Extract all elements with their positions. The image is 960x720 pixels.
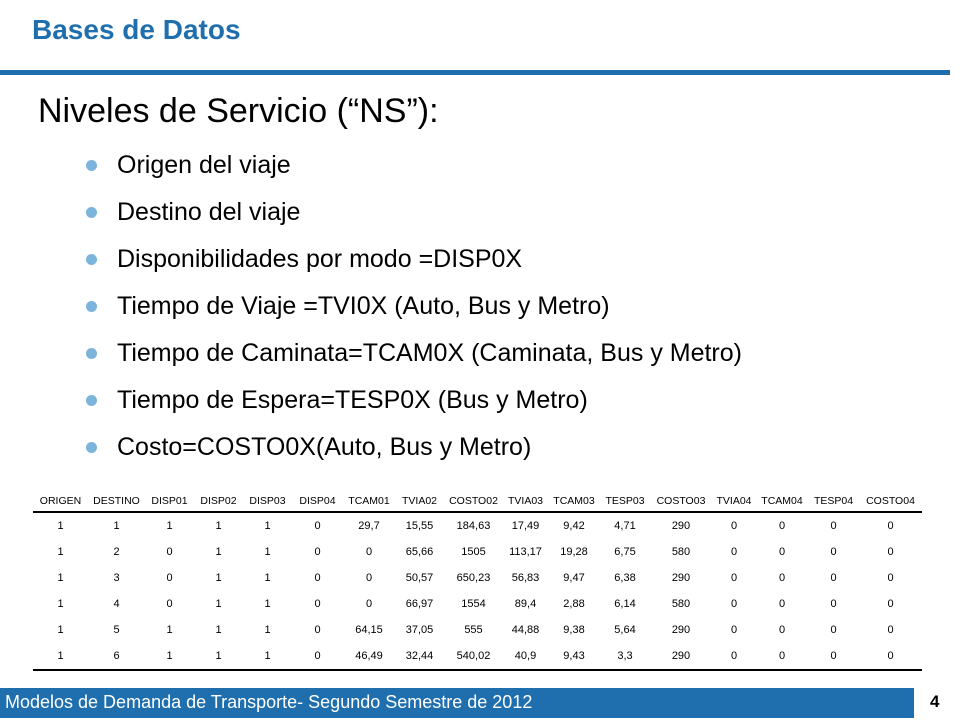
table-cell: 1	[264, 520, 271, 532]
table-cell: 290	[671, 520, 691, 532]
bullet-list	[86, 142, 742, 471]
table-cell: 0	[166, 598, 173, 610]
table-cell: 0	[166, 572, 173, 584]
table-cell: 0	[314, 572, 321, 584]
table-cell: 17,49	[511, 520, 540, 532]
table-cell: 0	[756, 643, 808, 670]
table-cell: 0	[887, 520, 894, 532]
table-cell: 40,9	[503, 643, 548, 670]
bullet-item	[86, 142, 742, 189]
bullet-text: Costo=COSTO0X(Auto, Bus y Metro)	[117, 433, 532, 461]
table-header-row	[33, 491, 922, 512]
table-cell: 6,38	[614, 572, 636, 584]
table-cell: 0	[730, 598, 738, 610]
table-cell: 580	[671, 598, 691, 610]
table-cell: 0	[314, 520, 321, 532]
table-cell: 6	[88, 643, 145, 670]
table-cell: 1	[194, 643, 243, 670]
table-column-header: DISP04	[292, 491, 343, 512]
bullet-text: Tiempo de Viaje =TVI0X (Auto, Bus y Metro)	[117, 292, 610, 320]
table-cell: 0	[778, 624, 786, 636]
table-cell: 1	[264, 598, 271, 610]
bullet-item	[86, 377, 742, 424]
table-cell: 0	[314, 546, 321, 558]
bullet-dot-icon	[86, 160, 97, 171]
table-cell: 1	[57, 546, 64, 558]
table-column-header: TCAM03	[548, 491, 600, 512]
table-cell: 0	[365, 598, 373, 610]
table-cell: 1	[215, 572, 222, 584]
page-number: 4	[930, 692, 940, 711]
table-column-header: TCAM04	[756, 491, 808, 512]
table-cell: 66,97	[405, 598, 434, 610]
table-cell: 0	[830, 546, 837, 558]
table-cell: 5,64	[614, 624, 636, 636]
bullet-dot-icon	[86, 395, 97, 406]
bullet-item	[86, 330, 742, 377]
table-cell: 1	[264, 624, 271, 636]
table-row	[33, 565, 922, 591]
table-cell: 0	[808, 643, 859, 670]
table-cell: 9,38	[563, 624, 585, 636]
table-cell: 0	[292, 643, 343, 670]
table-cell: 0	[730, 546, 738, 558]
table-cell: 1	[57, 520, 64, 532]
table-row	[33, 591, 922, 617]
bullet-dot-icon	[86, 442, 97, 453]
table-cell: 0	[830, 624, 837, 636]
bullet-item	[86, 424, 742, 471]
table-cell: 0	[830, 572, 837, 584]
table-cell: 2	[113, 546, 120, 558]
table-cell: 0	[712, 643, 756, 670]
table-cell: 4,71	[614, 520, 636, 532]
table-cell: 0	[830, 598, 837, 610]
bullet-dot-icon	[86, 254, 97, 265]
table-cell: 1	[264, 546, 271, 558]
table-cell: 0	[887, 546, 894, 558]
footer-bar	[0, 688, 914, 718]
table-column-header: COSTO04	[859, 491, 922, 512]
table-cell: 0	[778, 520, 786, 532]
table-cell: 1	[166, 624, 173, 636]
table-cell: 1	[113, 520, 120, 532]
table-cell: 0	[166, 546, 173, 558]
table-column-header: TVIA04	[712, 491, 756, 512]
table-cell: 65,66	[405, 546, 434, 558]
table-column-header: DISP02	[194, 491, 243, 512]
table-cell: 3	[113, 572, 120, 584]
table-cell: 9,42	[563, 520, 585, 532]
table-column-header: COSTO03	[650, 491, 712, 512]
table-cell: 113,17	[509, 546, 542, 558]
table-cell: 50,57	[405, 572, 434, 584]
table-cell: 0	[365, 546, 373, 558]
table-cell: 540,02	[444, 643, 503, 670]
table-cell: 555	[464, 624, 483, 636]
table-cell: 0	[365, 572, 373, 584]
bullet-text: Origen del viaje	[117, 151, 291, 179]
table-cell: 1	[215, 546, 222, 558]
table-cell: 6,75	[614, 546, 636, 558]
table-cell: 46,49	[343, 643, 395, 670]
table-row	[33, 643, 922, 670]
footer-text: Modelos de Demanda de Transporte- Segundo Semestre de 2012	[5, 692, 533, 712]
level-of-service-table	[33, 491, 922, 671]
bullet-dot-icon	[86, 207, 97, 218]
bullet-item	[86, 189, 742, 236]
table-cell: 0	[314, 598, 321, 610]
header-title: Bases de Datos	[32, 14, 241, 45]
table-row	[33, 539, 922, 565]
table-column-header: ORIGEN	[33, 491, 88, 512]
table-cell: 89,4	[514, 598, 537, 610]
bullet-item	[86, 236, 742, 283]
table-cell: 0	[730, 520, 738, 532]
table-cell: 37,05	[405, 624, 434, 636]
data-table-container	[33, 491, 922, 671]
table-cell: 0	[730, 572, 738, 584]
table-cell: 0	[778, 546, 786, 558]
table-cell: 44,88	[511, 624, 540, 636]
header-divider	[0, 70, 950, 75]
table-cell: 0	[887, 572, 894, 584]
table-cell: 15,55	[405, 520, 434, 532]
table-column-header: TVIA02	[395, 491, 444, 512]
bullet-text: Disponibilidades por modo =DISP0X	[117, 245, 523, 273]
table-cell: 580	[671, 546, 691, 558]
bullet-text: Tiempo de Espera=TESP0X (Bus y Metro)	[117, 386, 588, 414]
table-cell: 1	[57, 572, 64, 584]
table-cell: 3,3	[600, 643, 650, 670]
table-row	[33, 512, 922, 539]
table-cell: 5	[113, 624, 120, 636]
table-cell: 1505	[461, 546, 486, 558]
table-column-header: TVIA03	[503, 491, 548, 512]
table-cell: 56,83	[511, 572, 540, 584]
table-column-header: COSTO02	[444, 491, 503, 512]
bullet-text: Destino del viaje	[117, 198, 301, 226]
table-cell: 6,14	[614, 598, 636, 610]
table-column-header: DESTINO	[88, 491, 145, 512]
table-cell: 64,15	[355, 624, 383, 636]
table-cell: 1	[145, 643, 194, 670]
table-cell: 0	[730, 624, 738, 636]
table-cell: 1554	[461, 598, 486, 610]
table-cell: 0	[887, 624, 894, 636]
table-cell: 0	[859, 643, 922, 670]
table-cell: 32,44	[395, 643, 444, 670]
table-cell: 1	[264, 572, 271, 584]
table-column-header: DISP03	[243, 491, 292, 512]
table-cell: 0	[778, 598, 786, 610]
table-cell: 650,23	[456, 572, 491, 584]
slide-title: Niveles de Servicio (“NS”):	[38, 92, 439, 130]
table-cell: 0	[887, 598, 894, 610]
table-cell: 184,63	[456, 520, 491, 532]
table-cell: 1	[215, 624, 222, 636]
table-cell: 0	[830, 520, 837, 532]
table-column-header: TESP03	[600, 491, 650, 512]
table-cell: 4	[113, 598, 120, 610]
table-cell: 1	[57, 624, 64, 636]
table-cell: 290	[650, 643, 712, 670]
table-cell: 290	[671, 624, 691, 636]
table-column-header: TCAM01	[343, 491, 395, 512]
table-cell: 1	[33, 643, 88, 670]
table-cell: 9,43	[548, 643, 600, 670]
table-cell: 1	[215, 520, 222, 532]
table-cell: 1	[243, 643, 292, 670]
bullet-item	[86, 283, 742, 330]
table-cell: 9,47	[563, 572, 585, 584]
table-cell: 0	[314, 624, 321, 636]
bullet-dot-icon	[86, 301, 97, 312]
table-body	[33, 512, 922, 670]
table-column-header: TESP04	[808, 491, 859, 512]
bullet-text: Tiempo de Caminata=TCAM0X (Caminata, Bus y Metro)	[117, 339, 742, 367]
table-cell: 29,7	[358, 520, 380, 532]
table-column-header: DISP01	[145, 491, 194, 512]
table-cell: 19,28	[560, 546, 588, 558]
table-cell: 0	[778, 572, 786, 584]
table-cell: 1	[215, 598, 222, 610]
table-row	[33, 617, 922, 643]
table-cell: 1	[166, 520, 173, 532]
table-cell: 2,88	[563, 598, 585, 610]
table-cell: 290	[671, 572, 691, 584]
table-cell: 1	[57, 598, 64, 610]
bullet-dot-icon	[86, 348, 97, 359]
